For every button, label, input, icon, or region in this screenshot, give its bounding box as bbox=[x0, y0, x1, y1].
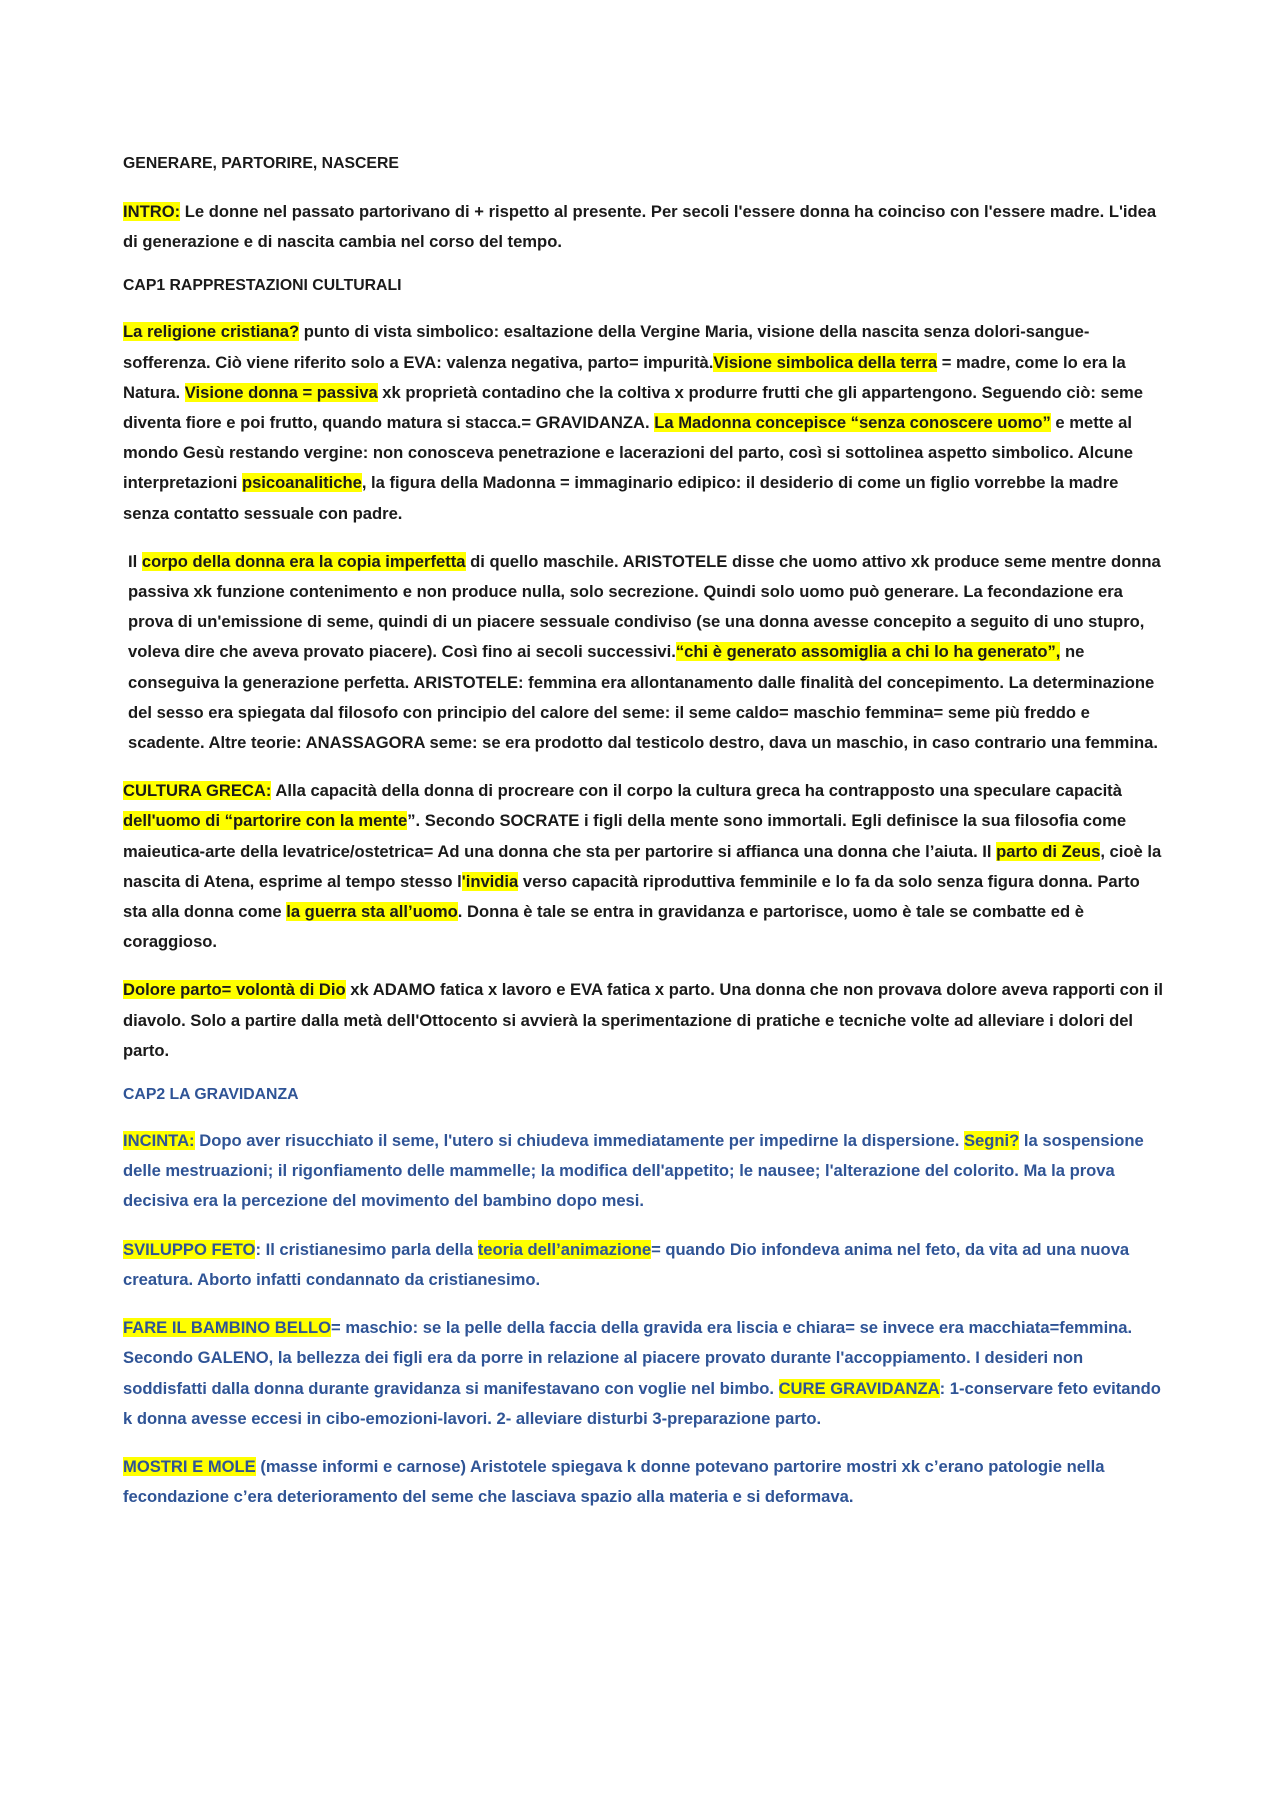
highlighted-text: la guerra sta all’uomo bbox=[286, 902, 458, 922]
highlighted-text: INCINTA: bbox=[123, 1131, 195, 1151]
paragraph-mostri-mole bbox=[123, 1452, 1168, 1512]
body-text: verso capacità riproduttiva femminile e lo fa da solo senza figura donna. Parto sta alla donna come bbox=[123, 871, 1140, 922]
body-text: , la figura della Madonna = immaginario edipico: il desiderio di come un figlio vorrebbe la madre senza contatto sessuale con padre. bbox=[123, 473, 1119, 523]
body-text: xk ADAMO fatica x lavoro e EVA fatica x parto. Una donna che non provava dolore aveva rapporti con il diavolo. Solo a partire dalla metà dell'Ottocento si avvierà la sperimentazione di pratiche e tecniche volte ad alleviare i dolori del parto. bbox=[123, 980, 1163, 1060]
paragraph-bambino-bello bbox=[123, 1313, 1168, 1434]
highlighted-text: psicoanalitiche bbox=[241, 473, 362, 493]
cap1-heading: CAP1 RAPPRESTAZIONI CULTURALI bbox=[123, 277, 402, 295]
highlighted-text: “chi è generato assomiglia a chi lo ha generato”, bbox=[675, 642, 1061, 662]
body-text: e mette al mondo Gesù restando vergine: non conosceva penetrazione e lacerazioni del parto, così si sottolinea aspetto simbolico. Alcune interpretazioni bbox=[123, 413, 1133, 493]
paragraph-corpo bbox=[123, 547, 1168, 758]
highlighted-text: 'invidia bbox=[461, 871, 519, 891]
intro-paragraph bbox=[123, 197, 1168, 257]
body-text: xk proprietà contadino che la coltiva x produrre frutti che gli appartengono. Seguendo ciò: seme diventa fiore e poi frutto, quando matura si stacca.= GRAVIDANZA. bbox=[123, 382, 1143, 433]
intro-label: INTRO: bbox=[123, 202, 181, 221]
highlighted-text: SVILUPPO FETO bbox=[123, 1239, 256, 1259]
body-text: di quello maschile. ARISTOTELE disse che uomo attivo xk produce seme mentre donna passiva xk funzione contenimento e non produce nulla, solo secrezione. Quindi solo uomo può generare. La fecondazione era prova di un'emissione di seme, quindi di un piacere sessuale condiviso (se una donna avesse concepito a seguito di uno stupro, voleva dire che aveva provato piacere). Così fino ai secoli successivi. bbox=[128, 551, 1161, 662]
body-text: Alla capacità della donna di procreare con il corpo la cultura greca ha contrapposto una speculare capacità bbox=[271, 781, 1122, 801]
document-title: GENERARE, PARTORIRE, NASCERE bbox=[123, 155, 399, 172]
body-text: (masse informi e carnose) Aristotele spiegava k donne potevano partorire mostri xk c’erano patologie nella fecondazione c’era deterioramento del seme che lasciava spazio alla materia e si deformava. bbox=[123, 1456, 1105, 1507]
document-page bbox=[123, 153, 1168, 1530]
body-text: ”. Secondo SOCRATE i figli della mente sono immortali. Egli definisce la sua filosofia come maieutica-arte della levatrice/ostetrica= Ad una donna che sta per partorire si affianca una donna che l’aiuta. Il bbox=[123, 811, 1127, 861]
body-text: Dopo aver risucchiato il seme, l'utero si chiudeva immediatamente per impedirne la dispersione. bbox=[194, 1131, 964, 1151]
highlighted-text: Segni? bbox=[963, 1131, 1020, 1151]
highlighted-text: La Madonna concepisce “senza conoscere uomo” bbox=[654, 413, 1051, 433]
paragraph-sviluppo-feto bbox=[123, 1235, 1168, 1295]
highlighted-text: CURE GRAVIDANZA bbox=[778, 1378, 940, 1398]
body-text: ne conseguiva la generazione perfetta. ARISTOTELE: femmina era allontanamento dalle finalità del concepimento. La determinazione del sesso era spiegata dal filosofo con principio del calore del seme: il seme caldo= maschio femmina= seme più freddo e scadente. Altre teorie: ANASSAGORA seme: se era prodotto dal testicolo destro, dava un maschio, in caso contrario una femmina. bbox=[128, 642, 1158, 753]
highlighted-text: parto di Zeus bbox=[996, 841, 1101, 861]
paragraph-religione bbox=[123, 317, 1168, 528]
highlighted-text: MOSTRI E MOLE bbox=[123, 1456, 256, 1476]
body-text: = quando Dio infondeva anima nel feto, da vita ad una nuova creatura. Aborto infatti condannato da cristianesimo. bbox=[123, 1239, 1130, 1289]
highlighted-text: Dolore parto= volontà di Dio bbox=[123, 980, 346, 1000]
body-text: punto di vista simbolico: esaltazione della Vergine Maria, visione della nascita senza dolori-sangue-sofferenza. Ciò viene riferito solo a EVA: valenza negativa, parto= impurità. bbox=[123, 322, 1090, 372]
highlighted-text: dell'uomo di “partorire con la mente bbox=[123, 811, 408, 831]
highlighted-text: Visione donna = passiva bbox=[184, 382, 378, 402]
paragraph-cultura-greca bbox=[123, 776, 1168, 957]
body-text: = maschio: se la pelle della faccia della gravida era liscia e chiara= se invece era macchiata=femmina. Secondo GALENO, la bellezza dei figli era da porre in relazione al piacere provato durante l'accoppiamento. I desideri non soddisfatti dalla donna durante gravidanza si manifestavano con voglie nel bimbo. bbox=[123, 1318, 1133, 1398]
highlighted-text: corpo della donna era la copia imperfetta bbox=[141, 551, 466, 571]
body-text: . Donna è tale se entra in gravidanza e partorisce, uomo è tale se combatte ed è coraggioso. bbox=[123, 902, 1084, 952]
body-text: = madre, come lo era la Natura. bbox=[123, 352, 1126, 402]
cap2-heading: CAP2 LA GRAVIDANZA bbox=[123, 1086, 299, 1104]
body-text: Il bbox=[128, 551, 142, 571]
paragraph-dolore bbox=[123, 975, 1168, 1066]
intro-text: Le donne nel passato partorivano di + rispetto al presente. Per secoli l'essere donna ha coinciso con l'essere madre. L'idea di generazione e di nascita cambia nel corso del tempo. bbox=[123, 202, 1157, 252]
highlighted-text: CULTURA GRECA: bbox=[123, 781, 272, 801]
body-text: : Il cristianesimo parla della bbox=[255, 1239, 478, 1259]
highlighted-text: teoria dell’animazione bbox=[477, 1239, 652, 1259]
highlighted-text: FARE IL BAMBINO BELLO bbox=[123, 1318, 332, 1338]
body-text: la sospensione delle mestruazioni; il rigonfiamento delle mammelle; la modifica dell'appetito; le nausee; l'alterazione del colorito. Ma la prova decisiva era la percezione del movimento del bambino dopo mesi. bbox=[123, 1131, 1144, 1211]
paragraph-incinta bbox=[123, 1126, 1168, 1217]
body-text: : 1-conservare feto evitando k donna avesse eccesi in cibo-emozioni-lavori. 2- alleviare disturbi 3-preparazione parto. bbox=[123, 1378, 1161, 1428]
body-text: , cioè la nascita di Atena, esprime al tempo stesso l bbox=[123, 841, 1162, 891]
highlighted-text: La religione cristiana? bbox=[123, 322, 300, 342]
highlighted-text: Visione simbolica della terra bbox=[713, 352, 938, 372]
